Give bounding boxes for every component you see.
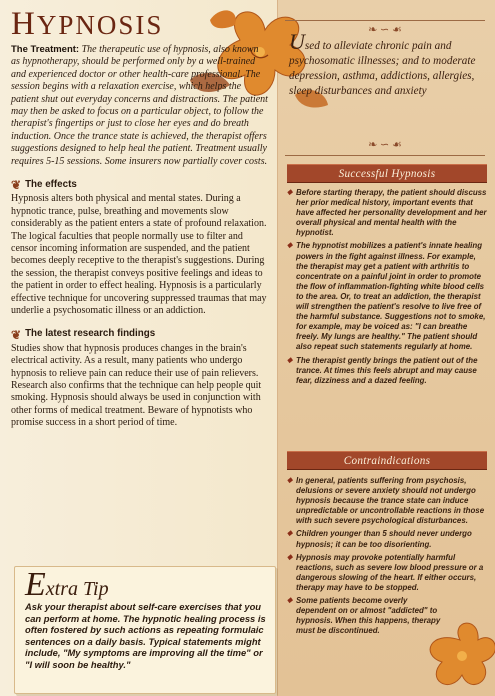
fleuron-icon: ❦ — [11, 178, 22, 193]
treatment-label: The Treatment: — [11, 44, 80, 55]
uses-quote-box — [285, 20, 485, 156]
effects-heading: ❦ The effects — [11, 178, 77, 193]
scroll-ornament-icon: ❧ ∽ ☙ — [368, 24, 402, 36]
scroll-ornament-icon: ❧ ∽ ☙ — [368, 139, 402, 151]
list-item: ◆ Children younger than 5 should never undergo hypnosis; it can be too disorienting. — [287, 529, 487, 549]
uses-quote-text: Used to alleviate chronic pain and psychosomatic illnesses; and to moderate depression, asthma, addictions, allergies, sleep disturbances and anxiety — [289, 29, 476, 97]
treatment-paragraph — [11, 44, 269, 168]
list-item: ◆ Before starting therapy, the patient should discuss her prior medical history, important events that have affected her personality development and her overall physical and mental health with the hypnotist. — [287, 188, 487, 238]
page-title: HYPNOSIS — [11, 6, 164, 42]
contraindications-list — [287, 476, 487, 639]
fleuron-icon: ❦ — [11, 327, 22, 342]
list-item: ◆ The therapist gently brings the patient out of the trance. At times this feels abrupt and may cause fear, dizziness and a dazed feeling. — [287, 356, 487, 386]
extra-tip-title: Extra Tip — [25, 566, 109, 603]
successful-hypnosis-list — [287, 188, 487, 389]
effects-text: Hypnosis alters both physical and mental states. During a hypnotic trance, pulse, breathing and movements slow considerably as the patient enters a state of profound relaxation. The logical faculties that people normally use to filter and censor incoming information are suspended, and the patient becomes deeply receptive to the therapist's suggestions. During the session, the therapist conveys positive feelings and ideas to the patient in order to effect healing. Hypnosis is a particularly effective technique for uncovering suppressed traumas that may underlie a psychosomatic illness or an addiction. — [11, 193, 267, 317]
treatment-text: The therapeutic use of hypnosis, also known as hypnotherapy, should be performed only by a well-trained and experienced doctor or other health-care professional. The session begins with a relaxation exercise, which helps the patient shut out everyday concerns and distractions. The patient may then be asked to focus on a particular object, to follow the therapist's fingertips or just to close her eyes and do breath induction. Once the trance state is achieved, the therapist offers suggestions designed to help heal the patient. Treatment usually requires 5-15 sessions. Some insurers now partially cover costs. — [11, 44, 268, 167]
successful-hypnosis-heading: Successful Hypnosis — [287, 164, 487, 183]
contraindications-heading: Contraindications — [287, 451, 487, 470]
extra-tip-box — [14, 566, 276, 694]
list-item: ◆ In general, patients suffering from psychosis, delusions or severe anxiety should not undergo hypnosis because the trance state can induce unpredictable or uncontrollable reactions in those with such severe psychological disturbances. — [287, 476, 487, 526]
extra-tip-text: Ask your therapist about self-care exercises that you can perform at home. The hypnotic healing process is often fostered by such actions as repeating formulaic sentences on a daily basis. Typical statements might include, "My symptoms are improving all the time" or "I will soon be healthy." — [25, 601, 266, 670]
main-column — [11, 44, 269, 430]
list-item: ◆ The hypnotist mobilizes a patient's innate healing powers in the fight against illness. For example, the therapist may get a patient with arthritis to concentrate on a painful joint in order to promote the flow of inflammation-fighting white blood cells to the area. Or, to treat an addiction, the therapist will strengthen the patient's resolve to live free of the harmful substance. Suggestions not to smoke, for example, may be voiced as: "I can breathe freely. My lungs are healthy." The patient should also repeat such statements regularly at home. — [287, 241, 487, 352]
research-text: Studies show that hypnosis produces changes in the brain's electrical activity. As a result, many patients who undergo hypnosis to relieve pain can reduce their use of pain relievers. Research also confirms that the technique can help people quit smoking. Hypnosis should always be used in conjunction with other forms of medical treatment. Beware of hypnotists who promise success in a short period of time. — [11, 342, 262, 429]
research-heading: ❦ The latest research findings — [11, 327, 156, 342]
list-item: ◆ Some patients become overly dependent on or almost "addicted" to hypnosis. When this happens, therapy must be discontinued. — [287, 596, 487, 636]
list-item: ◆ Hypnosis may provoke potentially harmful reactions, such as severe low blood pressure or a dangerous slowing of the heart. If either occurs, therapy may have to be stopped. — [287, 553, 487, 593]
